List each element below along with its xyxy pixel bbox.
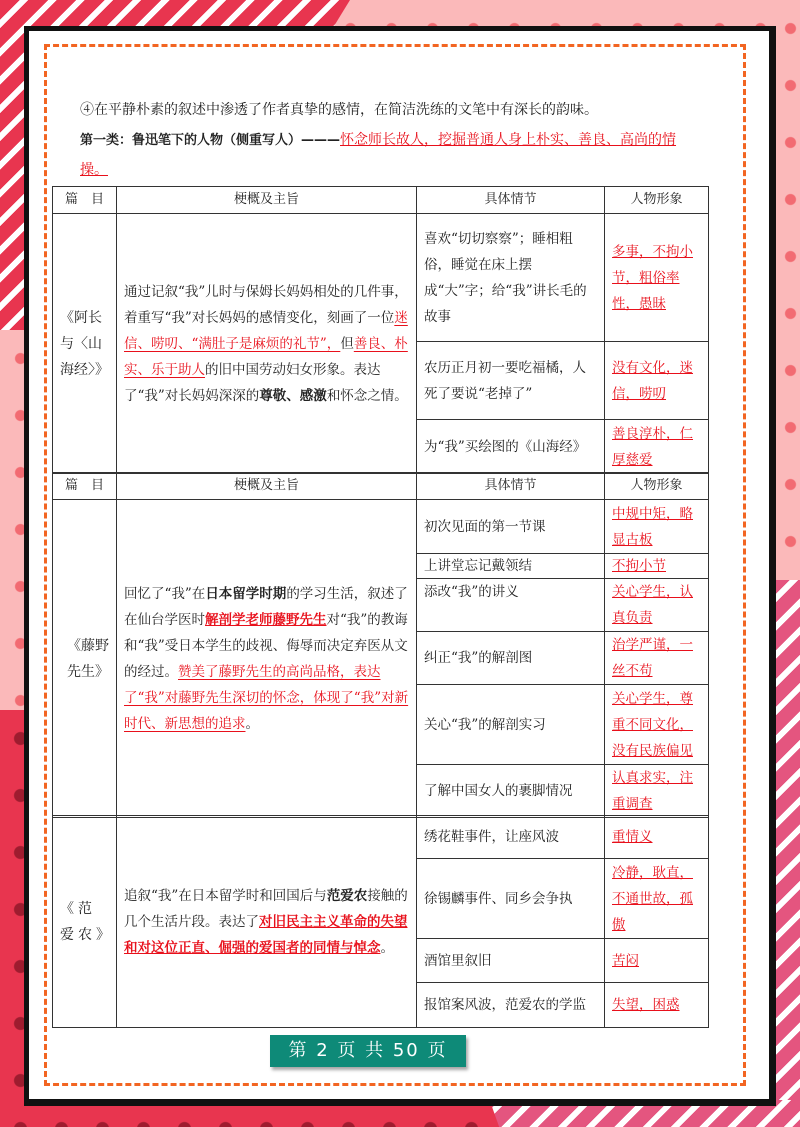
summary-text: 的旧中国劳动妇女形象。表达了“我”对长妈妈深深的: [124, 361, 381, 404]
summary-text: 通过记叙“我”儿时与保姆长妈妈相处的几件事，着重写“我”对长妈妈的感情变化，刻画了一位: [124, 283, 408, 326]
plot-cell: 上讲堂忘记戴领结: [417, 554, 605, 579]
header-title: 篇 目: [53, 187, 117, 214]
category-heading: [80, 130, 676, 151]
table-row: [53, 816, 709, 859]
page-indicator: 第 2 页 共 50 页: [270, 1035, 466, 1067]
category-label: 第一类：鲁迅笔下的人物（侧重写人）———: [80, 133, 341, 148]
table-section-3: [52, 815, 709, 1028]
plot-cell: 喜欢“切切察察”；睡相粗俗，睡觉在床上摆成“大”字；给“我”讲长毛的故事: [417, 214, 605, 342]
summary-highlight: 赞美了藤野先生的高尚品格，表达了“我”对藤野先生深切的怀念，体现了“我”对新时代、新思想的追求: [124, 663, 409, 732]
work-summary: [117, 214, 417, 474]
image-cell: 认真求实，注重调查: [605, 765, 709, 818]
plot-cell: 绣花鞋事件，让座风波: [417, 816, 605, 859]
plot-cell: 关心“我”的解剖实习: [417, 685, 605, 765]
plot-cell: 添改“我”的讲义: [417, 579, 605, 632]
summary-text: 的学习生活，叙述了在仙台学医时: [124, 585, 408, 628]
image-cell: 关心学生，认真负责: [605, 579, 709, 632]
image-cell: 中规中矩，略显古板: [605, 500, 709, 554]
table-section-2: [52, 472, 709, 818]
summary-highlight: 善良、朴实、乐于助人: [124, 335, 408, 378]
table-row: [53, 214, 709, 342]
table-row: [53, 500, 709, 554]
summary-text: 追叙“我”在日本留学时和回国后与: [124, 887, 327, 904]
work-summary: [117, 500, 417, 818]
image-cell: 多事，不拘小节，粗俗率性，愚昧: [605, 214, 709, 342]
category-theme-cont: [80, 160, 108, 180]
summary-bold: 尊敬、感激: [259, 387, 327, 404]
header-title: 篇 目: [53, 473, 117, 500]
table-header-row: [53, 473, 709, 500]
header-image: 人物形象: [605, 187, 709, 214]
summary-highlight: 迷信、唠叨、“满肚子是麻烦的礼节”，: [124, 309, 408, 352]
summary-text: 。: [245, 715, 259, 732]
summary-text: 但: [340, 335, 354, 352]
summary-text: 回忆了“我”在: [124, 585, 206, 602]
category-theme: 怀念师长故人，挖掘普通人身上朴实、善良、高尚的情: [340, 132, 677, 148]
header-summary: 梗概及主旨: [117, 187, 417, 214]
plot-cell: 初次见面的第一节课: [417, 500, 605, 554]
image-cell: 重情义: [605, 816, 709, 859]
image-cell: 没有文化，迷信，唠叨: [605, 342, 709, 420]
image-cell: 冷静，耿直，不通世故，孤傲: [605, 859, 709, 939]
work-title: 《藤野先生》: [53, 500, 117, 818]
header-image: 人物形象: [605, 473, 709, 500]
plot-cell: 报馆案风波，范爱农的学监: [417, 983, 605, 1028]
plot-cell: 农历正月初一要吃福橘，人死了要说“老掉了”: [417, 342, 605, 420]
image-cell: 不拘小节: [605, 554, 709, 579]
work-summary: [117, 816, 417, 1028]
work-title: 《范爱农》: [53, 816, 117, 1028]
table-header-row: [53, 187, 709, 214]
plot-cell: 了解中国女人的裹脚情况: [417, 765, 605, 818]
plot-cell: 酒馆里叙旧: [417, 939, 605, 983]
image-cell: 关心学生，尊重不同文化，没有民族偏见: [605, 685, 709, 765]
plot-cell: 纠正“我”的解剖图: [417, 632, 605, 685]
summary-highlight: 解剖学老师藤野先生: [205, 611, 327, 628]
summary-text: 对“我”的教诲和“我”受日本学生的歧视、侮辱而决定弃医从文的经过。: [124, 611, 408, 680]
header-summary: 梗概及主旨: [117, 473, 417, 500]
plot-cell: 徐锡麟事件、同乡会争执: [417, 859, 605, 939]
image-cell: 苦闷: [605, 939, 709, 983]
intro-point-4: ④在平静朴素的叙述中渗透了作者真挚的感情，在简洁洗练的文笔中有深长的韵味。: [80, 102, 598, 118]
plot-cell: 为“我”买绘图的《山海经》: [417, 420, 605, 474]
category-theme-end: 操。: [80, 162, 108, 178]
image-cell: 善良淳朴，仁厚慈爱: [605, 420, 709, 474]
summary-bold: 日本留学时期: [205, 585, 287, 602]
header-plot: 具体情节: [417, 473, 605, 500]
summary-text: 和怀念之情。: [326, 387, 408, 404]
summary-highlight: 对旧民主主义革命的失望和对这位正直、倔强的爱国者的同情与悼念: [124, 913, 408, 956]
summary-text: 。: [380, 939, 394, 956]
summary-bold: 范爱农: [326, 887, 368, 904]
image-cell: 失望，困惑: [605, 983, 709, 1028]
work-title: 《阿长与〈山海经〉》: [53, 214, 117, 474]
table-section-1: [52, 186, 709, 474]
image-cell: 治学严谨，一丝不苟: [605, 632, 709, 685]
summary-text: 接触的几个生活片段。表达了: [124, 887, 408, 930]
header-plot: 具体情节: [417, 187, 605, 214]
